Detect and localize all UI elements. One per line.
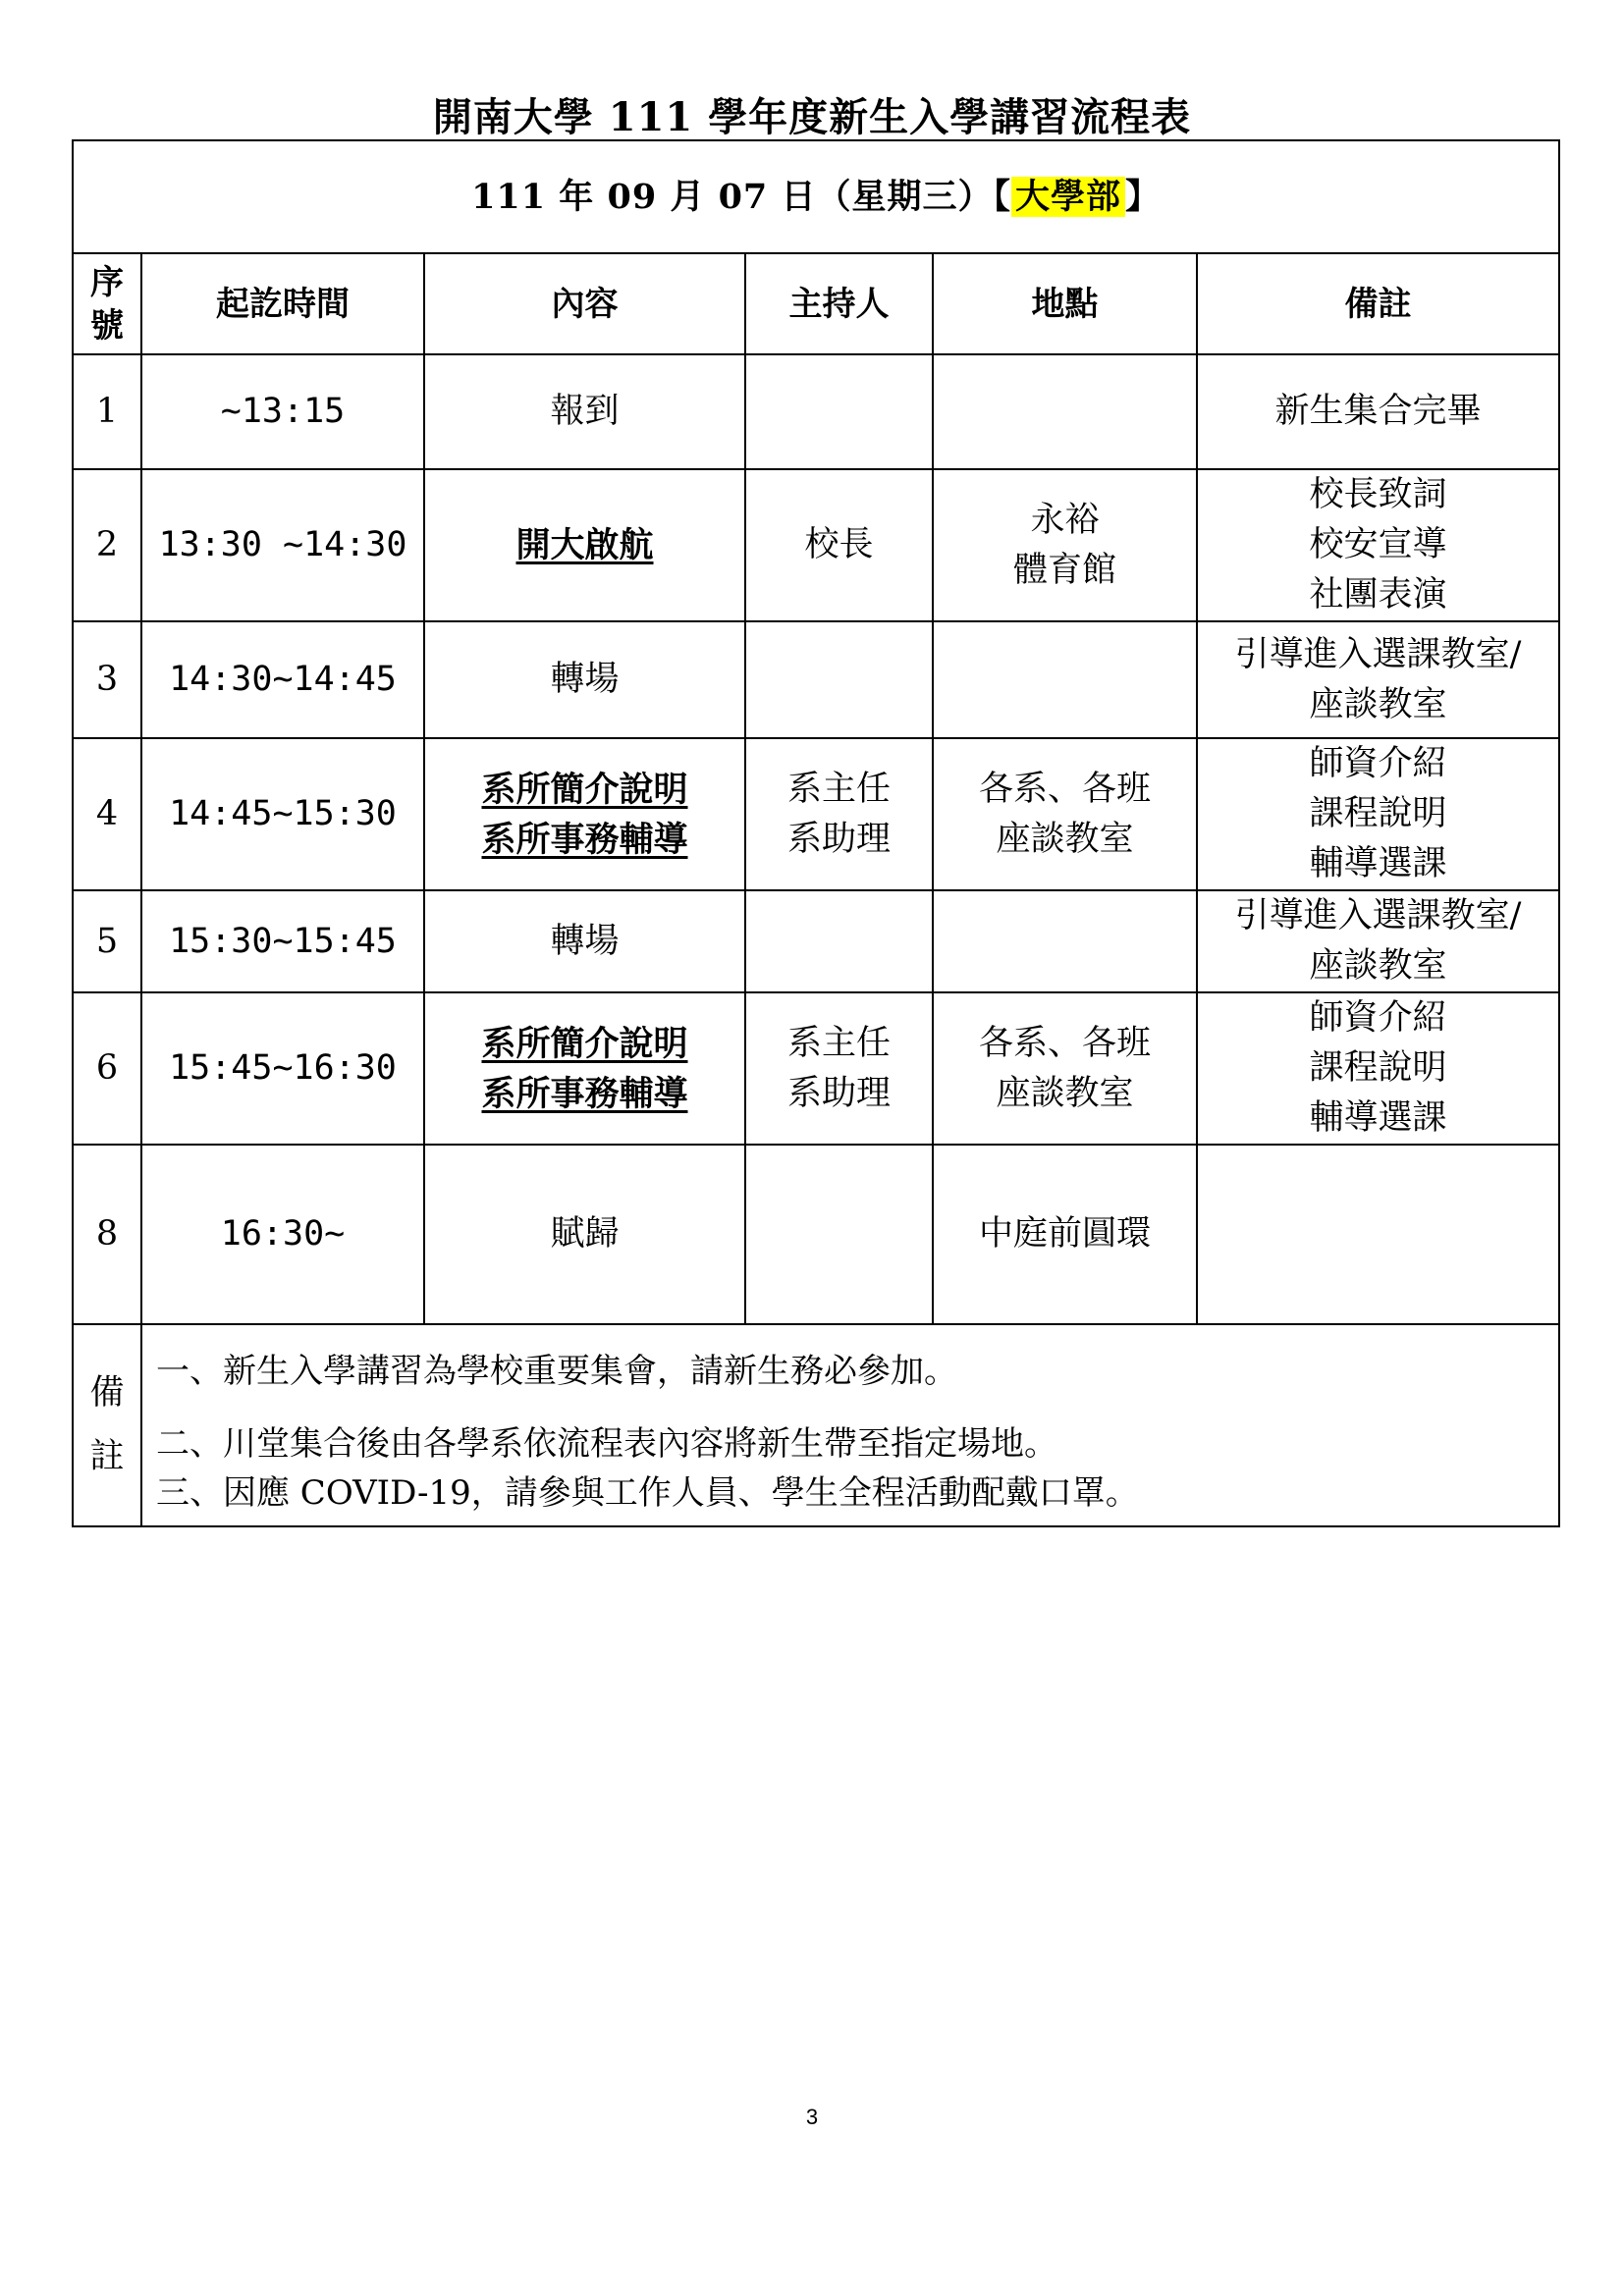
schedule-rows (73, 354, 1559, 1324)
time-range: 14:45~15:30 (141, 738, 424, 890)
note-line: 課程說明 (1309, 794, 1447, 833)
row-number: 1 (73, 354, 141, 469)
row-number: 2 (73, 469, 141, 621)
row-number: 5 (73, 890, 141, 992)
place (933, 469, 1197, 621)
col-header-content: 內容 (424, 253, 745, 354)
host (745, 890, 933, 992)
division-highlight: 大學部 (1011, 177, 1125, 217)
notes-label: 備 註 (73, 1324, 141, 1526)
col-header-host: 主持人 (745, 253, 933, 354)
place (933, 354, 1197, 469)
note-line: 輔導選課 (1309, 1098, 1447, 1138)
note (1197, 992, 1559, 1145)
host-line: 校長 (804, 525, 874, 564)
note-line: 座談教室 (1309, 946, 1447, 986)
note-line: 一、新生入學講習為學校重要集會，請新生務必參加。 (156, 1352, 957, 1391)
content (424, 1145, 745, 1324)
time-range: ~13:15 (141, 354, 424, 469)
time-range: 13:30 ~14:30 (141, 469, 424, 621)
note-line: 校長致詞 (1309, 475, 1447, 514)
note-line: 輔導選課 (1309, 844, 1447, 883)
content-line: 開大啟航 (515, 525, 654, 565)
time-range: 16:30~ (141, 1145, 424, 1324)
content (424, 469, 745, 621)
note-line: 師資介紹 (1309, 998, 1447, 1038)
note-line: 師資介紹 (1309, 744, 1447, 783)
row-number: 6 (73, 992, 141, 1145)
place-line: 中庭前圓環 (978, 1214, 1151, 1254)
row-number: 4 (73, 738, 141, 890)
content (424, 354, 745, 469)
place-line: 座談教室 (996, 1073, 1134, 1113)
place-line: 各系、各班 (978, 1023, 1151, 1063)
table-row (73, 890, 1559, 992)
note (1197, 469, 1559, 621)
content (424, 890, 745, 992)
time-range: 15:45~16:30 (141, 992, 424, 1145)
table-row (73, 1145, 1559, 1324)
place (933, 1145, 1197, 1324)
content (424, 621, 745, 738)
col-header-note: 備註 (1197, 253, 1559, 354)
note-line: 新生集合完畢 (1274, 392, 1482, 431)
place (933, 738, 1197, 890)
content-line: 系所簡介說明 (481, 1023, 688, 1064)
row-number: 3 (73, 621, 141, 738)
place (933, 621, 1197, 738)
content-line: 轉場 (550, 660, 620, 699)
content-line: 系所事務輔導 (481, 1073, 688, 1114)
schedule-table (72, 139, 1560, 1527)
note-line: 課程說明 (1309, 1048, 1447, 1088)
table-row (73, 992, 1559, 1145)
time-range: 15:30~15:45 (141, 890, 424, 992)
notes-row (73, 1324, 1559, 1526)
table-row (73, 354, 1559, 469)
host-line: 系主任 (786, 769, 891, 809)
host-line: 系主任 (786, 1023, 891, 1063)
host (745, 738, 933, 890)
table-row (73, 469, 1559, 621)
content-line: 系所簡介說明 (481, 769, 688, 810)
note-line: 校安宣導 (1309, 525, 1447, 564)
date-bracket-close: 】 (1124, 177, 1161, 217)
place-line: 永裕 (1030, 500, 1100, 540)
note-line: 三、因應 COVID-19，請參與工作人員、學生全程活動配戴口罩。 (156, 1473, 1139, 1513)
note-line: 引導進入選課教室/ (1234, 896, 1522, 935)
note (1197, 738, 1559, 890)
place-line: 各系、各班 (978, 769, 1151, 809)
note (1197, 621, 1559, 738)
note (1197, 354, 1559, 469)
host-line: 系助理 (786, 1073, 891, 1113)
note-line: 二、川堂集合後由各學系依流程表內容將新生帶至指定場地。 (156, 1424, 1057, 1464)
table-row (73, 738, 1559, 890)
place-line: 座談教室 (996, 819, 1134, 859)
host-line: 系助理 (786, 819, 891, 859)
content (424, 992, 745, 1145)
time-range: 14:30~14:45 (141, 621, 424, 738)
col-header-time: 起訖時間 (141, 253, 424, 354)
document-title: 開南大學 111 學年度新生入學講習流程表 (432, 94, 1192, 140)
content-line: 賦歸 (550, 1214, 620, 1254)
note-line: 引導進入選課教室/ (1234, 634, 1522, 674)
host (745, 1145, 933, 1324)
note (1197, 1145, 1559, 1324)
place (933, 890, 1197, 992)
date-heading (73, 140, 1559, 253)
date-row (73, 140, 1559, 253)
notes-content (141, 1324, 1559, 1526)
header-row (73, 253, 1559, 354)
note (1197, 890, 1559, 992)
host (745, 354, 933, 469)
content (424, 738, 745, 890)
place (933, 992, 1197, 1145)
host (745, 992, 933, 1145)
content-line: 報到 (550, 392, 620, 431)
table-row (73, 621, 1559, 738)
page-number: 3 (805, 2105, 819, 2129)
host (745, 621, 933, 738)
note-line: 座談教室 (1309, 684, 1447, 724)
col-header-no: 序號 (73, 253, 141, 354)
row-number: 8 (73, 1145, 141, 1324)
note-line: 社團表演 (1309, 575, 1447, 614)
col-header-place: 地點 (933, 253, 1197, 354)
date-text: 111 年 09 月 07 日（星期三）【 (471, 177, 1011, 217)
content-line: 轉場 (550, 921, 620, 961)
host (745, 469, 933, 621)
place-line: 體育館 (1012, 550, 1116, 590)
content-line: 系所事務輔導 (481, 819, 688, 860)
